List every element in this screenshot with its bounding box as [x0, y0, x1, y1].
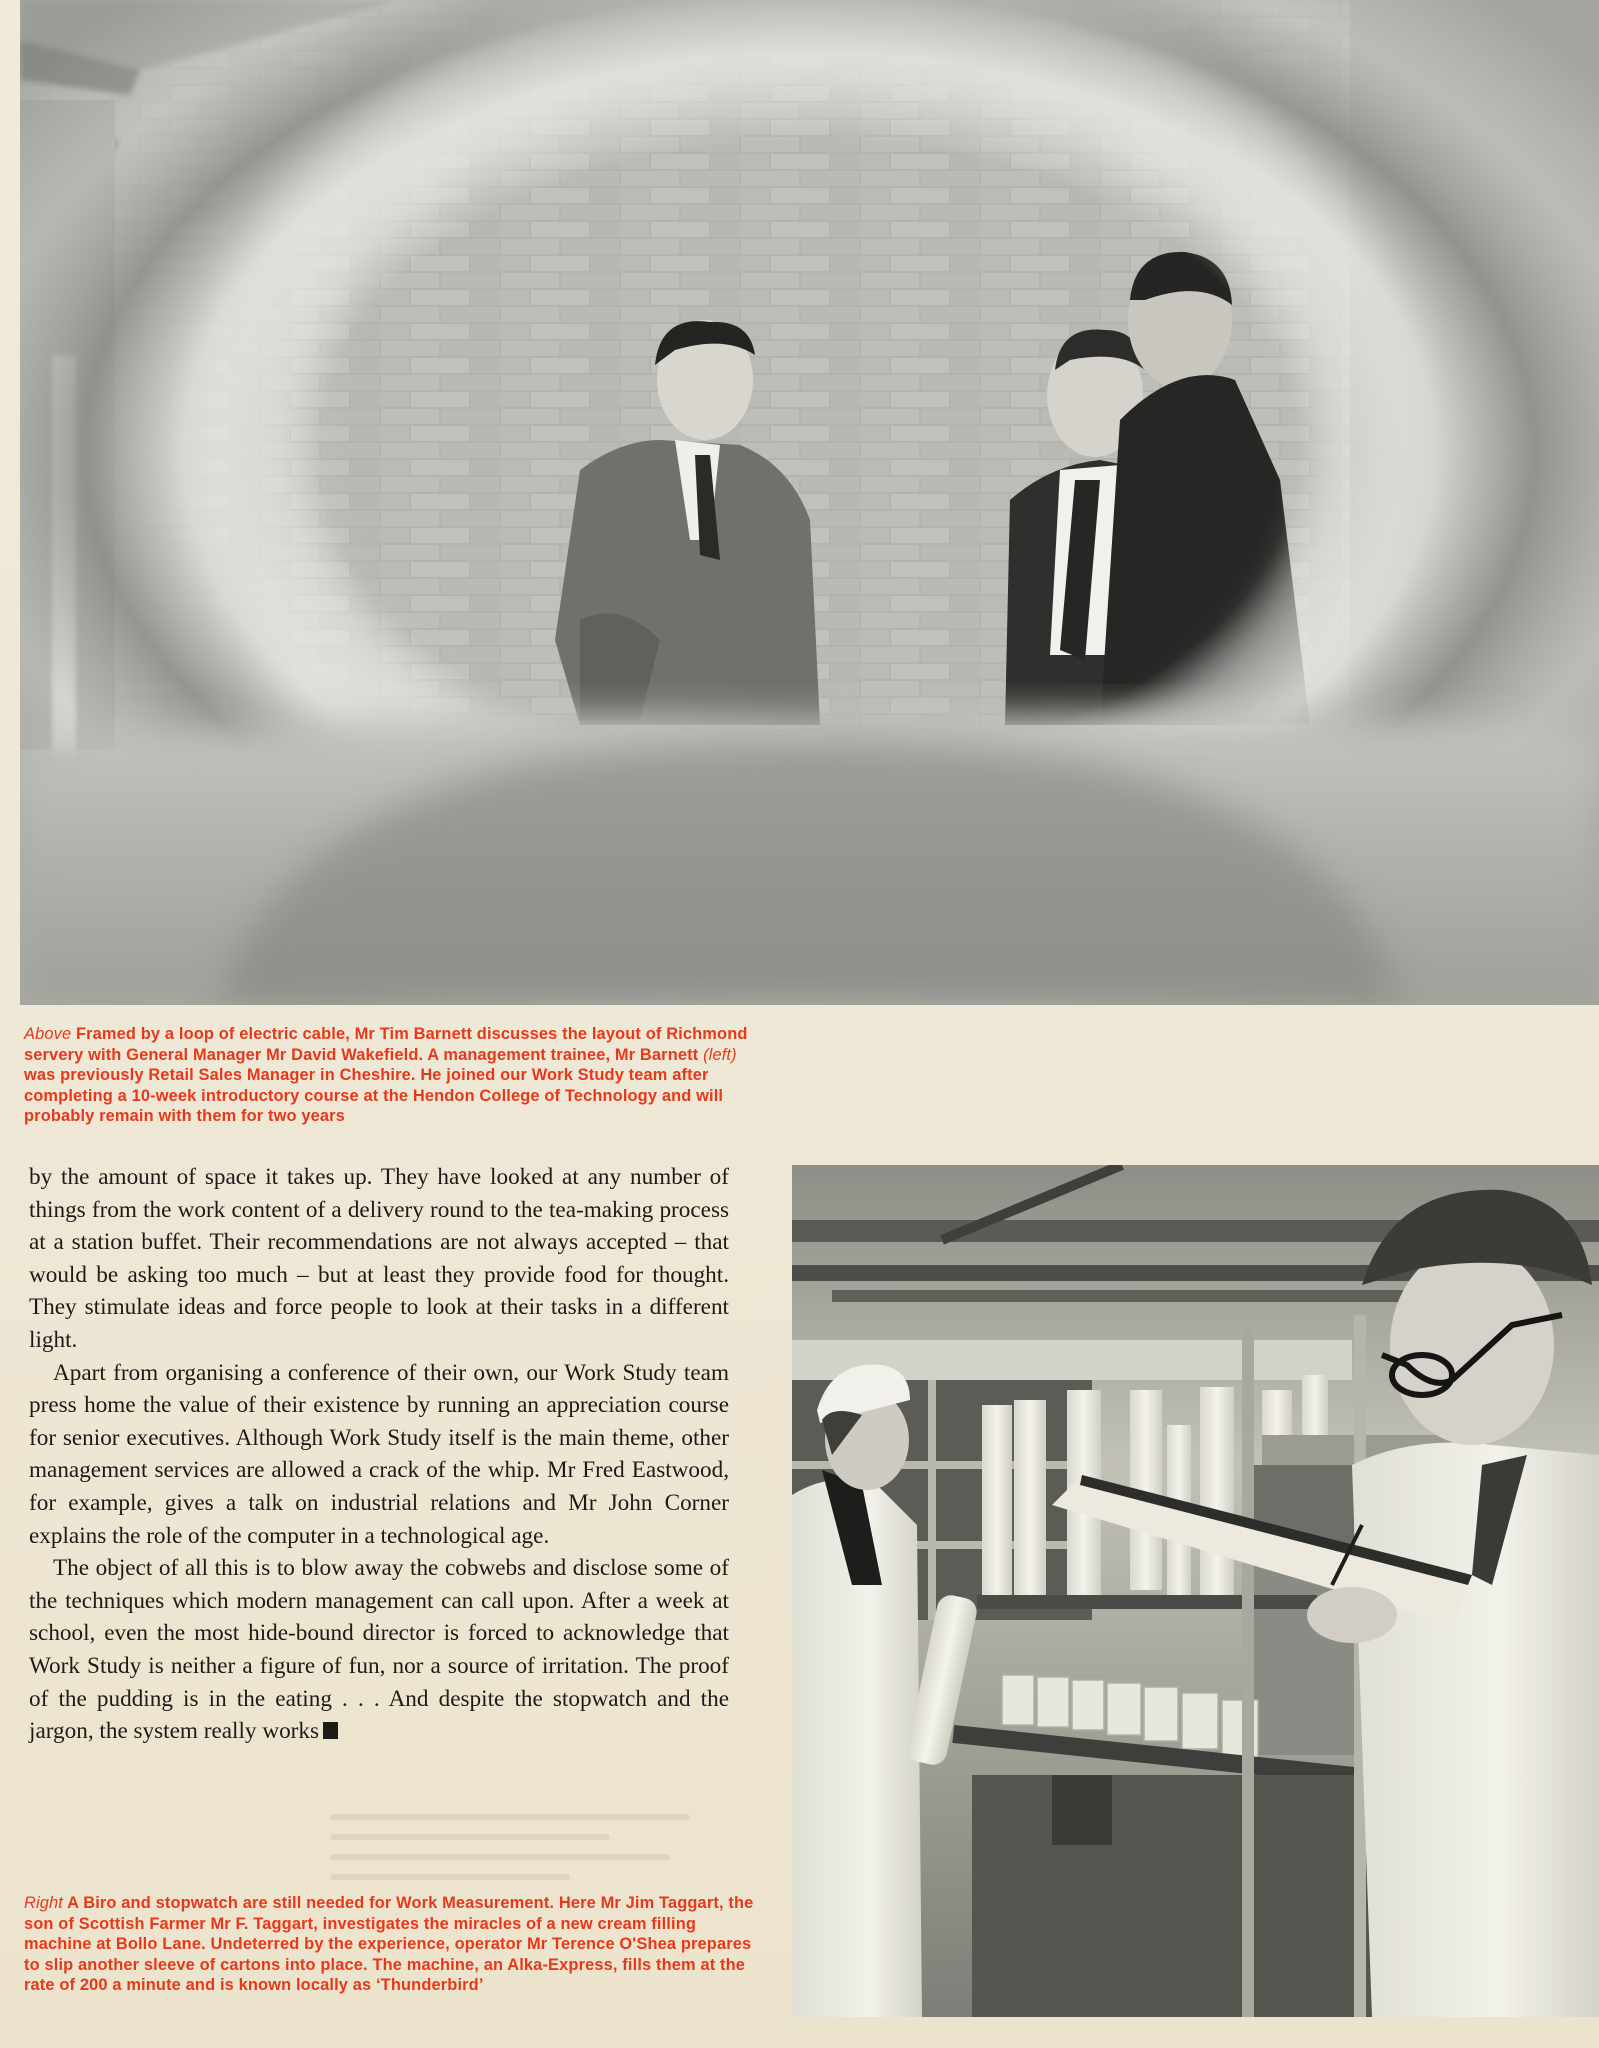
caption-above — [24, 1024, 764, 1127]
caption-text-part2: was previously Retail Sales Manager in Cheshire. He joined our Work Study team after completing a 10-week introductory course at the Hendon College of Technology and will probably remain with them for two years — [24, 1066, 724, 1126]
photo-top-illustration — [20, 0, 1599, 1005]
caption-lead-above: Above — [24, 1025, 72, 1043]
article-paragraph-3 — [29, 1552, 729, 1748]
photo-bottom-filling-machine — [792, 1165, 1599, 2017]
caption-text-part1: Framed by a loop of electric cable, Mr Tim Barnett discusses the layout of Richmond servery with General Manager Mr David Wakefield. A management trainee, Mr Barnett — [24, 1025, 748, 1064]
photo-bottom-illustration — [792, 1165, 1599, 2017]
caption-lead-right: Right — [24, 1894, 64, 1912]
article-paragraph-1: by the amount of space it takes up. They have looked at any number of things from the work content of a delivery round to the tea-making process at a station buffet. Their recommendations are not always accepted – that would be asking too much – but at least they provide food for thought. They stimulate ideas and force people to look at their tasks in a different light. — [29, 1164, 729, 1353]
end-of-article-square-icon — [323, 1722, 338, 1739]
caption-text-right: A Biro and stopwatch are still needed for Work Measurement. Here Mr Jim Taggart, the son of Scottish Farmer Mr F. Taggart, investigates the miracles of a new cream filling machine at Bollo Lane. Undeterred by the experience, operator Mr Terence O'Shea prepares to slip another sleeve of cartons into place. The machine, an Alka-Express, fills them at the rate of 200 a minute and is known locally as ‘Thunderbird’ — [24, 1894, 754, 1995]
show-through-text — [330, 1800, 730, 1890]
article-paragraph-3-text: The object of all this is to blow away the cobwebs and disclose some of the techniques which modern management can call upon. After a week at school, even the most hide-bound director is forced to acknowledge that Work Study is neither a figure of fun, nor a source of irritation. The proof of the pudding is in the eating . . . And despite the stopwatch and the jargon, the system really works — [29, 1555, 729, 1745]
caption-right — [24, 1893, 764, 1996]
article-body — [29, 1161, 729, 1748]
article-paragraph-2: Apart from organising a conference of their own, our Work Study team press home the value of their existence by running an appreciation course for senior executives. Although Work Study itself is the main theme, other management services are allowed a crack of the whip. Mr Fred Eastwood, for example, gives a talk on industrial relations and Mr John Corner explains the role of the computer in a technological age. — [29, 1359, 729, 1549]
caption-italic-left: (left) — [703, 1045, 737, 1064]
photo-top-men-at-brick-wall — [20, 0, 1599, 1005]
